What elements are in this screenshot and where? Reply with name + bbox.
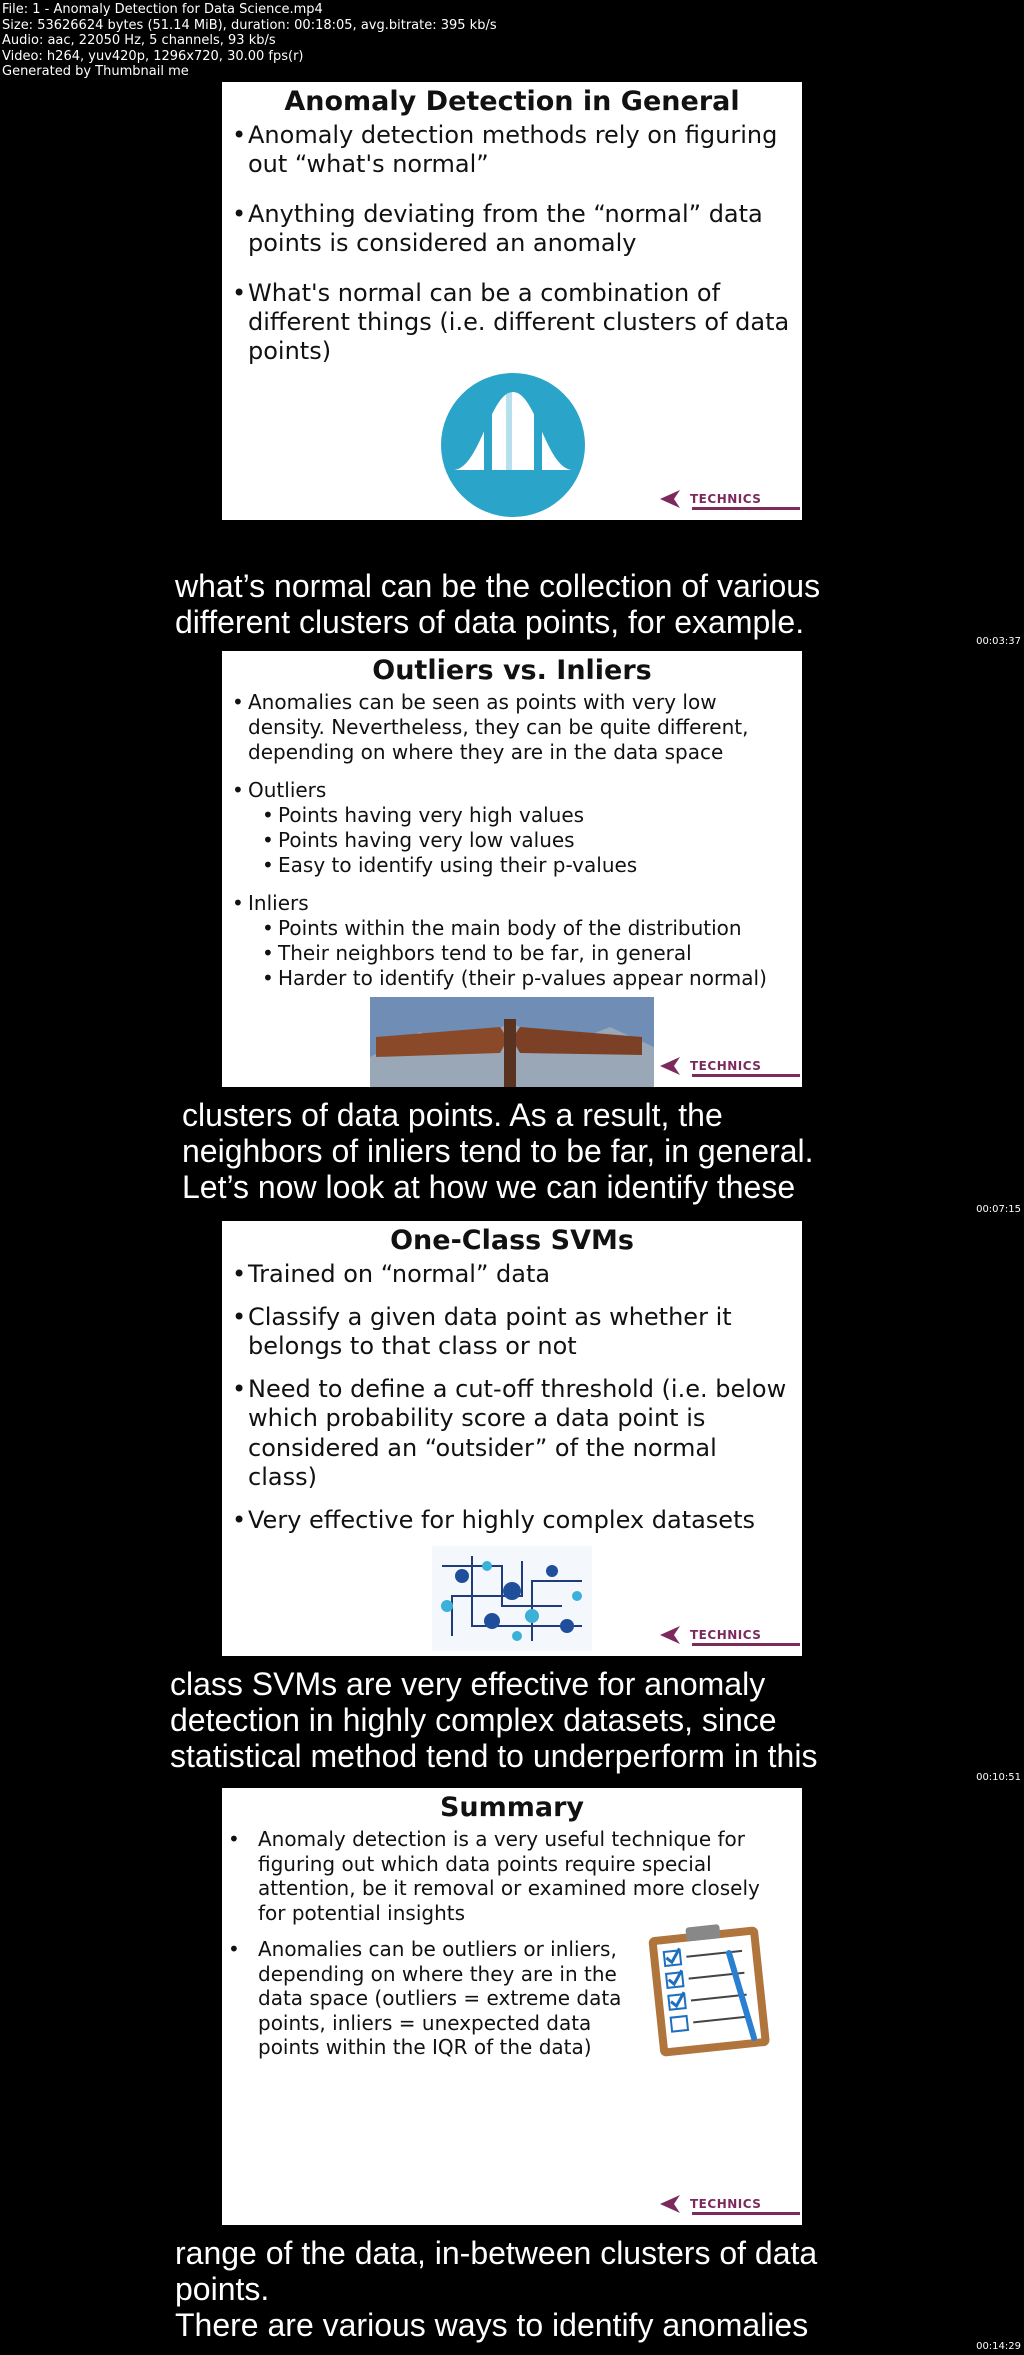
bullet-label: Outliers [248,778,327,802]
slide-summary [222,1788,802,2225]
bullet-item: • What's normal can be a combination of different things (i.e. different clusters of data points) [232,279,790,366]
timestamp: 00:10:51 [976,1772,1021,1783]
bullet-item: • Anything deviating from the “normal” data points is considered an anomaly [232,200,790,258]
caption-line: statistical method tend to underperform in this [170,1738,818,1774]
technics-logo [660,2191,800,2217]
slide-title: Outliers vs. Inliers [372,655,652,686]
logo-text: TECHNICS [690,2197,762,2211]
caption-line: neighbors of inliers tend to be far, in general. [182,1133,814,1169]
bullet-item [232,778,790,878]
logo-text: TECHNICS [690,492,762,506]
slide-outliers-inliers [222,651,802,1087]
bullet-item: • Trained on “normal” data [232,1260,790,1290]
bullet-item: • Very effective for highly complex datasets [232,1506,790,1536]
sub-item: • Harder to identify (their p-values appear normal) [262,966,790,991]
timestamp: 00:07:15 [976,1204,1021,1215]
slide-one-class-svms [222,1221,802,1656]
file-size: Size: 53626624 bytes (51.14 MiB), duration: 00:18:05, avg.bitrate: 395 kb/s [2,17,497,33]
logo-text: TECHNICS [690,1059,762,1073]
technics-logo [660,486,800,512]
bullet-list [222,1260,802,1535]
logo-arrow-icon [660,1626,684,1644]
bullet-item: • Anomaly detection methods rely on figuring out “what's normal” [232,121,790,179]
caption-line: different clusters of data points, for example. [175,604,805,640]
caption-line: clusters of data points. As a result, the [182,1097,723,1133]
sub-item: • Points within the main body of the distribution [262,916,790,941]
logo-arrow-icon [660,490,684,508]
sub-item: • Points having very low values [262,828,790,853]
slide-title: Summary [439,1792,585,1823]
subtitle-caption [182,1097,814,1205]
sub-item: • Easy to identify using their p-values [262,853,790,878]
logo-text: TECHNICS [690,1628,762,1642]
network-dots-image [432,1546,592,1651]
caption-line: There are various ways to identify anomalies [175,2307,809,2343]
file-name: File: 1 - Anomaly Detection for Data Science.mp4 [2,2,323,17]
caption-line: what’s normal can be the collection of various [175,568,821,604]
bullet-list [222,690,802,991]
bullet-item: • Need to define a cut-off threshold (i.e. below which probability score a data point is considered an “outsider” of the normal class) [232,1375,790,1493]
checklist-clipboard-image [634,1923,794,2058]
generator-info: Generated by Thumbnail me [2,64,189,79]
bullet-item: • Classify a given data point as whether it belongs to that class or not [232,1303,790,1362]
technics-logo [660,1622,800,1648]
bell-curve-icon [440,372,586,518]
bullet-item: • Anomaly detection is a very useful technique for figuring out which data points require special attention, be it removal or examined more closely for potential insights [228,1827,790,1925]
timestamp: 00:03:37 [976,636,1021,647]
slide-title: One-Class SVMs [390,1225,634,1256]
sub-item: • Points having very high values [262,803,790,828]
bullet-item [232,891,790,991]
bullet-label: Inliers [248,891,309,915]
slide-title: Anomaly Detection in General [284,86,740,117]
audio-info: Audio: aac, 22050 Hz, 5 channels, 93 kb/s [2,33,276,48]
bullet-item: • Anomalies can be outliers or inliers, depending on where they are in the data space (outliers = extreme data points, inliers = unexpected data points within the IQR of the data) [228,1937,648,2060]
sub-item: • Their neighbors tend to be far, in general [262,941,790,966]
caption-line: class SVMs are very effective for anomaly [170,1666,766,1702]
video-info: Video: h264, yuv420p, 1296x720, 30.00 fps(r) [2,48,304,64]
wooden-signpost-image [370,997,654,1087]
subtitle-caption [170,1666,817,1774]
slide-anomaly-detection [222,82,802,520]
logo-arrow-icon [660,1057,684,1075]
sub-list [248,916,790,991]
technics-logo [660,1053,800,1079]
bullet-list [222,121,802,366]
bullet-item: • Anomalies can be seen as points with very low density. Nevertheless, they can be quite different, depending on where they are in the data space [232,690,790,765]
caption-line: range of the data, in-between clusters of data [175,2235,818,2271]
caption-line: detection in highly complex datasets, since [170,1702,777,1738]
subtitle-caption [175,2235,817,2343]
sub-list [248,803,790,878]
subtitle-caption [175,568,820,640]
timestamp: 00:14:29 [976,2341,1021,2352]
caption-line: points. [175,2271,270,2307]
file-info [2,2,497,80]
caption-line: Let’s now look at how we can identify these [182,1169,796,1205]
logo-arrow-icon [660,2195,684,2213]
